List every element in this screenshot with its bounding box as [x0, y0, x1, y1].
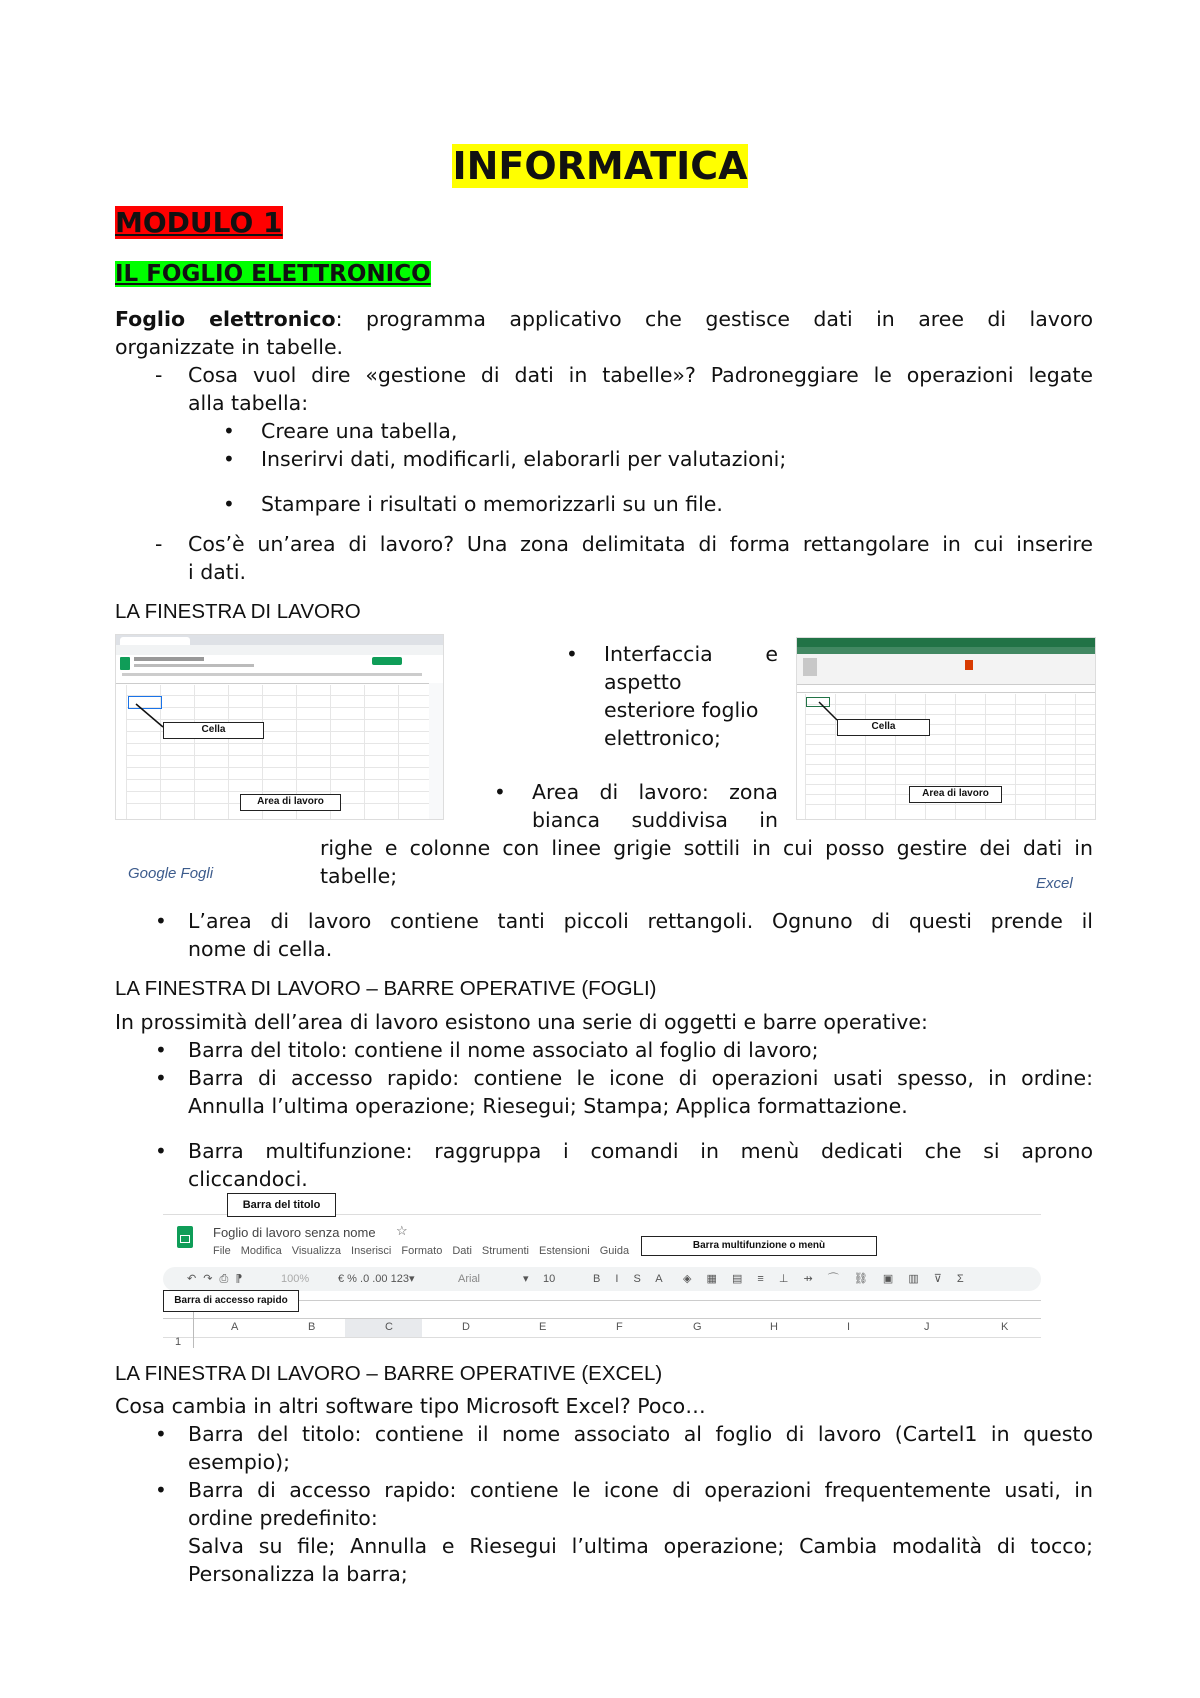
dash1-item-2: Inserirvi dati, modificarli, elaborarli per valutazioni;	[261, 447, 787, 471]
s2-intro: In prossimità dell’area di lavoro esistono una serie di oggetti e barre operative:	[115, 1010, 928, 1034]
menu-visualizza[interactable]: Visualizza	[291, 1245, 342, 1257]
bullet-icon: •	[155, 1139, 167, 1163]
col-i: I	[847, 1321, 851, 1333]
s3-b2-line-2: ordine predefinito:	[188, 1506, 378, 1530]
bullet-icon: •	[223, 447, 235, 471]
s3-b2-line-1: Barra di accesso rapido: contiene le icone di operazioni frequentemente usati, in	[188, 1478, 1093, 1502]
s3-b1-line-2: esempio);	[188, 1450, 291, 1474]
intro-term: Foglio elettronico	[115, 307, 336, 331]
menu-dati[interactable]: Dati	[452, 1245, 472, 1257]
intro-line-1: Foglio elettronico: programma applicativo che gestisce dati in aree di lavoro	[115, 307, 1093, 331]
s1-b1-line-1: Interfaccia e	[604, 642, 778, 666]
col-b: B	[308, 1321, 316, 1333]
dash-marker: -	[155, 532, 163, 556]
s1-b2-line-1: Area di lavoro: zona	[532, 780, 778, 804]
cell-tools-icons[interactable]: ◈ ▦ ▤ ≡ ⊥ ⇸ ⌒ ⛓ ▣ ▥ ⊽ Σ	[683, 1273, 970, 1285]
star-icon: ☆	[396, 1223, 408, 1238]
number-format-icons[interactable]: € % .0 .00 123▾	[338, 1273, 415, 1285]
callout-area-excel: Area di lavoro	[909, 786, 1002, 803]
menu-guida[interactable]: Guida	[599, 1245, 630, 1257]
col-j: J	[924, 1321, 930, 1333]
caption-google-fogli: Google Fogli	[128, 865, 214, 882]
bullet-icon: •	[155, 1478, 167, 1502]
bullet-icon: •	[223, 419, 235, 443]
callout-cella-excel: Cella	[837, 719, 930, 736]
col-k: K	[1001, 1321, 1009, 1333]
col-c: C	[385, 1321, 393, 1333]
dash1-item-3: Stampare i risultati o memorizzarli su un file.	[261, 492, 723, 516]
intro-line-2: organizzate in tabelle.	[115, 335, 344, 359]
s2-b2-line-2: Annulla l’ultima operazione; Riesegui; Stampa; Applica formattazione.	[188, 1094, 908, 1118]
s3-b1-line-1: Barra del titolo: contiene il nome associato al foglio di lavoro (Cartel1 in questo	[188, 1422, 1093, 1446]
callout-barra-multifunzione: Barra multifunzione o menù	[641, 1236, 877, 1256]
section-heading-fogli: LA FINESTRA DI LAVORO – BARRE OPERATIVE (FOGLI)	[115, 977, 657, 1000]
topic-heading: IL FOGLIO ELETTRONICO	[115, 261, 431, 287]
document-title: INFORMATICA	[452, 144, 748, 188]
zoom-select[interactable]: 100%	[281, 1273, 310, 1285]
s1-b2-line-3: righe e colonne con linee grigie sottili in cui posso gestire dei dati in	[320, 836, 1093, 860]
font-chevron-icon[interactable]: ▾	[523, 1273, 529, 1285]
s2-b1: Barra del titolo: contiene il nome associato al foglio di lavoro;	[188, 1038, 819, 1062]
format-icons[interactable]: B I S A	[593, 1273, 669, 1285]
size-select[interactable]: 10	[543, 1273, 556, 1285]
section-heading-excel: LA FINESTRA DI LAVORO – BARRE OPERATIVE (EXCEL)	[115, 1362, 663, 1385]
s2-b3-line-1: Barra multifunzione: raggruppa i comandi in menù dedicati che si aprono	[188, 1139, 1093, 1163]
bullet-icon: •	[155, 1422, 167, 1446]
font-select[interactable]: Arial	[458, 1273, 481, 1285]
bullet-icon: •	[223, 492, 235, 516]
row-1: 1	[175, 1336, 182, 1348]
bullet-icon: •	[494, 780, 506, 804]
menu-formato[interactable]: Formato	[401, 1245, 443, 1257]
s1-b1-line-3: esteriore foglio	[604, 698, 759, 722]
s2-b3-line-2: cliccandoci.	[188, 1167, 308, 1191]
col-e: E	[539, 1321, 547, 1333]
dash2-line-2: i dati.	[188, 560, 247, 584]
col-a: A	[231, 1321, 239, 1333]
col-h: H	[770, 1321, 778, 1333]
dash1-item-1: Creare una tabella,	[261, 419, 458, 443]
s3-b2-line-3: Salva su file; Annulla e Riesegui l’ultima operazione; Cambia modalità di tocco;	[188, 1534, 1093, 1558]
doc-name: Foglio di lavoro senza nome	[213, 1225, 376, 1240]
excel-screenshot	[796, 637, 1096, 820]
col-f: F	[616, 1321, 623, 1333]
col-d: D	[462, 1321, 470, 1333]
s2-b2-line-1: Barra di accesso rapido: contiene le icone di operazioni usati spesso, in ordine:	[188, 1066, 1093, 1090]
menu-file[interactable]: File	[213, 1245, 231, 1257]
section-heading-finestra: LA FINESTRA DI LAVORO	[115, 600, 361, 623]
s3-intro: Cosa cambia in altri software tipo Microsoft Excel? Poco…	[115, 1394, 706, 1418]
s1-b2-line-2: bianca suddivisa in	[532, 808, 778, 832]
google-sheets-screenshot	[115, 634, 444, 820]
s3-b2-line-4: Personalizza la barra;	[188, 1562, 408, 1586]
sheets-logo-icon	[177, 1226, 193, 1248]
module-heading: MODULO 1	[115, 206, 283, 239]
s1-b2-line-4: tabelle;	[320, 864, 398, 888]
s1-b1-line-2: aspetto	[604, 670, 682, 694]
bullet-icon: •	[566, 642, 578, 666]
sheets-toolbar-screenshot	[163, 1192, 1041, 1348]
dash-marker: -	[155, 363, 163, 387]
dash1-line-1: Cosa vuol dire «gestione di dati in tabelle»? Padroneggiare le operazioni legate	[188, 363, 1093, 387]
caption-excel: Excel	[1036, 875, 1073, 892]
callout-barra-accesso-rapido: Barra di accesso rapido	[163, 1290, 299, 1312]
undo-redo-print-icons[interactable]: ↶ ↷ ⎙ ⁋	[187, 1273, 245, 1285]
s1-b3-line-1: L’area di lavoro contiene tanti piccoli rettangoli. Ognuno di questi prende il	[188, 909, 1093, 933]
menu-inserisci[interactable]: Inserisci	[351, 1245, 392, 1257]
callout-barra-titolo: Barra del titolo	[227, 1193, 336, 1217]
menu-estensioni[interactable]: Estensioni	[538, 1245, 590, 1257]
menu-modifica[interactable]: Modifica	[240, 1245, 282, 1257]
dash2-line-1: Cos’è un’area di lavoro? Una zona delimitata di forma rettangolare in cui inserire	[188, 532, 1093, 556]
bullet-icon: •	[155, 909, 167, 933]
bullet-icon: •	[155, 1066, 167, 1090]
callout-cella: Cella	[163, 722, 264, 739]
bullet-icon: •	[155, 1038, 167, 1062]
col-g: G	[693, 1321, 702, 1333]
dash1-line-2: alla tabella:	[188, 391, 309, 415]
s1-b1-line-4: elettronico;	[604, 726, 721, 750]
menu-strumenti[interactable]: Strumenti	[481, 1245, 529, 1257]
s1-b3-line-2: nome di cella.	[188, 937, 333, 961]
callout-area-di-lavoro: Area di lavoro	[240, 794, 341, 811]
